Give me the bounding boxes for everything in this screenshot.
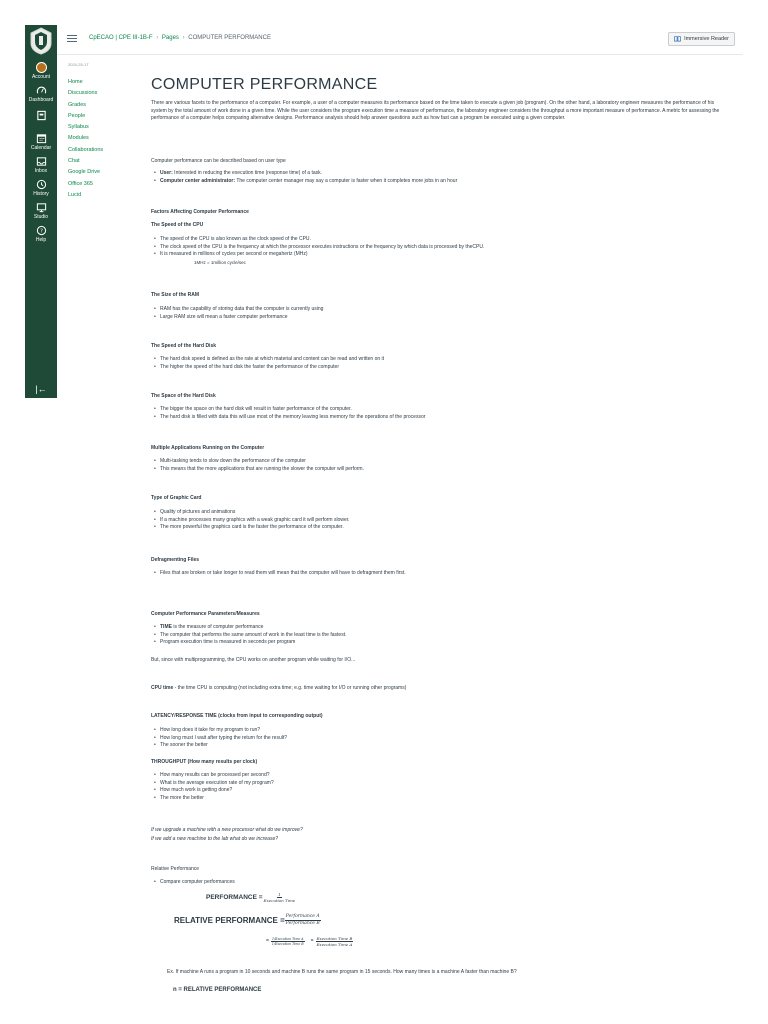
gnav-account-label: Account bbox=[31, 74, 51, 80]
relative-list bbox=[151, 879, 235, 887]
breadcrumb bbox=[89, 35, 271, 41]
cpu-list bbox=[151, 236, 484, 259]
graphic-list bbox=[151, 509, 350, 532]
help-icon bbox=[36, 225, 47, 236]
question-add-machine: If we add a new machine to the lab what do we increase? bbox=[151, 836, 279, 842]
avatar bbox=[36, 62, 47, 73]
section-heading: Multiple Applications Running on the Computer bbox=[151, 445, 265, 451]
compound-numerator: 1/Execution Time A bbox=[271, 937, 304, 941]
section-heading: THROUGHPUT (How many results per clock) bbox=[151, 759, 258, 765]
courses-icon bbox=[36, 110, 47, 121]
fraction bbox=[263, 892, 297, 903]
gnav-help-label: Help bbox=[35, 237, 47, 243]
course-nav-lucid[interactable]: Lucid bbox=[68, 191, 82, 198]
fraction-denominator: Performance B bbox=[285, 921, 320, 926]
list-item: • Files that are broken or take longer to read them will mean that the computer will have to defragment them first. bbox=[154, 570, 406, 578]
performance-formula bbox=[206, 892, 296, 903]
compound-fraction bbox=[271, 937, 305, 946]
course-nav-office-365[interactable]: Office 365 bbox=[68, 180, 93, 187]
course-nav-google-drive[interactable]: Google Drive bbox=[68, 169, 101, 176]
list-item: • It is measured in millions of cycles per second or megahertz (MHz) bbox=[154, 251, 484, 259]
user-type-list bbox=[151, 170, 457, 185]
list-item: • How long must I wait after typing the return for the result? bbox=[154, 735, 287, 743]
list-item: • The computer that performs the same amount of work in the least time is the fastest. bbox=[154, 632, 346, 640]
section-heading: LATENCY/RESPONSE TIME (clocks from input to corresponding output) bbox=[151, 713, 323, 719]
gnav-history[interactable] bbox=[25, 178, 57, 197]
hd-speed-list bbox=[151, 356, 384, 371]
list-item: • Large RAM size will mean a faster computer performance bbox=[154, 314, 323, 322]
gnav-calendar[interactable] bbox=[25, 132, 57, 151]
list-item: • How much work is getting done? bbox=[154, 787, 274, 795]
breadcrumb-separator: › bbox=[182, 35, 185, 41]
list-item: • The sooner the better bbox=[154, 742, 287, 750]
course-nav-collaborations[interactable]: Collaborations bbox=[68, 146, 104, 153]
list-item: • RAM has the capability of storing data that the computer is currently using bbox=[154, 306, 323, 314]
course-nav-syllabus[interactable]: Syllabus bbox=[68, 124, 89, 131]
list-item: • How many results can be processed per second? bbox=[154, 772, 274, 780]
latency-list bbox=[151, 727, 287, 750]
course-nav-chat[interactable]: Chat bbox=[68, 158, 80, 165]
dashboard-icon bbox=[36, 85, 47, 96]
hamburger-menu-icon[interactable] bbox=[67, 35, 77, 43]
multi-list bbox=[151, 458, 364, 473]
cpu-time-definition: CPU time - the time CPU is computing (not including extra time; e.g. time waiting for I/O or running other programs) bbox=[151, 685, 407, 691]
relative-performance-formula bbox=[174, 914, 321, 927]
school-seal-icon bbox=[29, 27, 53, 55]
collapse-icon: |← bbox=[35, 384, 47, 394]
history-icon bbox=[36, 179, 47, 190]
section-heading: Defragmenting Files bbox=[151, 557, 200, 563]
question-upgrade: If we upgrade a machine with a new processor what do we improve? bbox=[151, 827, 303, 833]
page-header bbox=[57, 25, 743, 55]
fraction-denominator: Execution Time bbox=[263, 898, 296, 903]
gnav-studio-label: Studio bbox=[33, 214, 49, 220]
throughput-list bbox=[151, 772, 274, 802]
gnav-dashboard[interactable] bbox=[25, 84, 57, 103]
course-nav-home[interactable]: Home bbox=[68, 79, 83, 85]
list-item: • User: Interested in reducing the execution time (response time) of a task. bbox=[154, 170, 457, 178]
n-relative-performance: n = RELATIVE PERFORMANCE bbox=[173, 987, 262, 993]
list-item: • The hard disk is filled with data this will use most of the memory leaving less memory for the operations of the processor bbox=[154, 414, 425, 422]
school-logo[interactable] bbox=[25, 25, 57, 57]
inbox-icon bbox=[36, 156, 47, 167]
breadcrumb-pages[interactable]: Pages bbox=[161, 35, 179, 41]
calendar-icon bbox=[36, 133, 47, 144]
course-nav-grades[interactable]: Grades bbox=[68, 101, 87, 108]
course-nav bbox=[68, 62, 143, 201]
intro-paragraph: There are various facets to the performance of a computer. For example, a user of a computer measures its performance based on the time taken to execute a given job (program). On the other hand, a laboratory engineer measures the performance of his system by the total amount of work done in a given time. While the user considers the program execution time a measure of performance, the laboratory engineer considers the throughput a more important measure of performance. A metric for assessing the performance of a computer helps comparing alternative designs. Performance analysis should help answer questions such as how fast can a program be executed using a given computer. bbox=[151, 100, 720, 121]
list-item: • Computer center administrator: The computer center manager may say a computer is faster when it completes more jobs in an hour bbox=[154, 178, 457, 186]
fraction-denominator: Execution Time A bbox=[316, 942, 353, 947]
section-heading: The Size of the RAM bbox=[151, 292, 200, 298]
list-item: • The speed of the CPU is also known as the clock speed of the CPU. bbox=[154, 236, 484, 244]
list-item: • How long does it take for my program to run? bbox=[154, 727, 287, 735]
gnav-help[interactable] bbox=[25, 224, 57, 243]
global-nav bbox=[25, 25, 57, 398]
user-type-intro: Computer performance can be described based on user type bbox=[151, 158, 286, 164]
course-nav-discussions[interactable]: Discussions bbox=[68, 90, 98, 97]
defrag-list bbox=[151, 570, 406, 578]
section-heading: The Speed of the CPU bbox=[151, 222, 204, 228]
relative-performance-label: RELATIVE PERFORMANCE = bbox=[174, 916, 285, 925]
section-heading: Relative Performance bbox=[151, 866, 200, 872]
params-list bbox=[151, 624, 346, 647]
equals-sign: = bbox=[310, 938, 314, 944]
fraction-numerator: 1 bbox=[278, 892, 281, 897]
section-heading: The Speed of the Hard Disk bbox=[151, 343, 217, 349]
collapse-nav-button[interactable] bbox=[25, 384, 57, 394]
example-question: Ex. If machine A runs a program in 10 seconds and machine B runs the same program in 15 seconds. How many times is a machine A faster than machine B? bbox=[167, 969, 517, 975]
fraction bbox=[285, 914, 321, 927]
list-item: • This means that the more applications that are running the slower the computer will perform. bbox=[154, 466, 364, 474]
list-item: • Multi-tasking tends to slow down the performance of the computer bbox=[154, 458, 364, 466]
gnav-calendar-label: Calendar bbox=[30, 145, 52, 151]
list-item: • The more the better bbox=[154, 795, 274, 803]
studio-icon bbox=[36, 202, 47, 213]
course-term: 2024-25-1T bbox=[68, 62, 89, 67]
gnav-courses[interactable] bbox=[25, 109, 57, 122]
section-heading: Type of Graphic Card bbox=[151, 495, 202, 501]
list-item: • If a machine processes many graphics with a weak graphic card it will perform slower. bbox=[154, 517, 350, 525]
course-nav-people[interactable]: People bbox=[68, 112, 86, 119]
hd-space-list bbox=[151, 406, 425, 421]
fraction-numerator: Performance A bbox=[285, 914, 320, 919]
gnav-studio[interactable] bbox=[25, 201, 57, 220]
list-item: • The hard disk speed is defined as the rate at which material and content can be read and written on it bbox=[154, 356, 384, 364]
section-heading: Factors Affecting Computer Performance bbox=[151, 209, 249, 215]
course-nav-modules[interactable]: Modules bbox=[68, 135, 89, 142]
performance-label: PERFORMANCE = bbox=[206, 894, 263, 901]
list-item: • The clock speed of the CPU is the frequency at which the processor executes instructions or the frequency by which data is processed by theCPU. bbox=[154, 244, 484, 252]
gnav-history-label: History bbox=[33, 191, 49, 197]
list-item: • The higher the speed of the hard disk the faster the performance of the computer bbox=[154, 364, 384, 372]
compound-denominator: 1/Execution Time B bbox=[271, 942, 304, 946]
immersive-reader-icon bbox=[674, 36, 681, 42]
immersive-reader-label: Immersive Reader bbox=[684, 36, 729, 42]
gnav-account[interactable] bbox=[25, 61, 57, 80]
svg-text:?: ? bbox=[39, 228, 43, 235]
list-item: • Program execution time is measured in seconds per program bbox=[154, 639, 346, 647]
section-heading: Computer Performance Parameters/Measures bbox=[151, 611, 260, 617]
breadcrumb-current: COMPUTER PERFORMANCE bbox=[188, 35, 271, 41]
ram-list bbox=[151, 306, 323, 321]
fraction bbox=[316, 936, 354, 947]
relative-performance-derivation bbox=[266, 936, 353, 947]
cpu-note: 1MHz = 1million cycle/sec bbox=[194, 260, 246, 265]
gnav-inbox-label: Inbox bbox=[34, 168, 48, 174]
gnav-dashboard-label: Dashboard bbox=[28, 97, 54, 103]
list-item: • The bigger the space on the hard disk will result in faster performance of the computer. bbox=[154, 406, 425, 414]
list-item: • Quality of pictures and animations bbox=[154, 509, 350, 517]
list-item: • The more powerful the graphics card is the faster the performance of the computer. bbox=[154, 524, 350, 532]
page-title: COMPUTER PERFORMANCE bbox=[151, 76, 378, 93]
immersive-reader-button[interactable] bbox=[668, 32, 735, 46]
gnav-inbox[interactable] bbox=[25, 155, 57, 174]
fraction-numerator: Execution Time B bbox=[316, 936, 353, 941]
list-item: • TIME is the measure of computer performance bbox=[154, 624, 346, 632]
breadcrumb-course[interactable]: CpECAO | CPE III-1B-F bbox=[89, 35, 153, 41]
breadcrumb-separator: › bbox=[156, 35, 159, 41]
list-item: • Compare computer performances bbox=[154, 879, 235, 887]
equals-sign: = bbox=[266, 938, 269, 944]
multiprogramming-note: But, since with multiprogramming, the CPU works on another program while waiting for I/O... bbox=[151, 657, 356, 663]
section-heading: The Space of the Hard Disk bbox=[151, 393, 216, 399]
list-item: • What is the average execution rate of my program? bbox=[154, 780, 274, 788]
